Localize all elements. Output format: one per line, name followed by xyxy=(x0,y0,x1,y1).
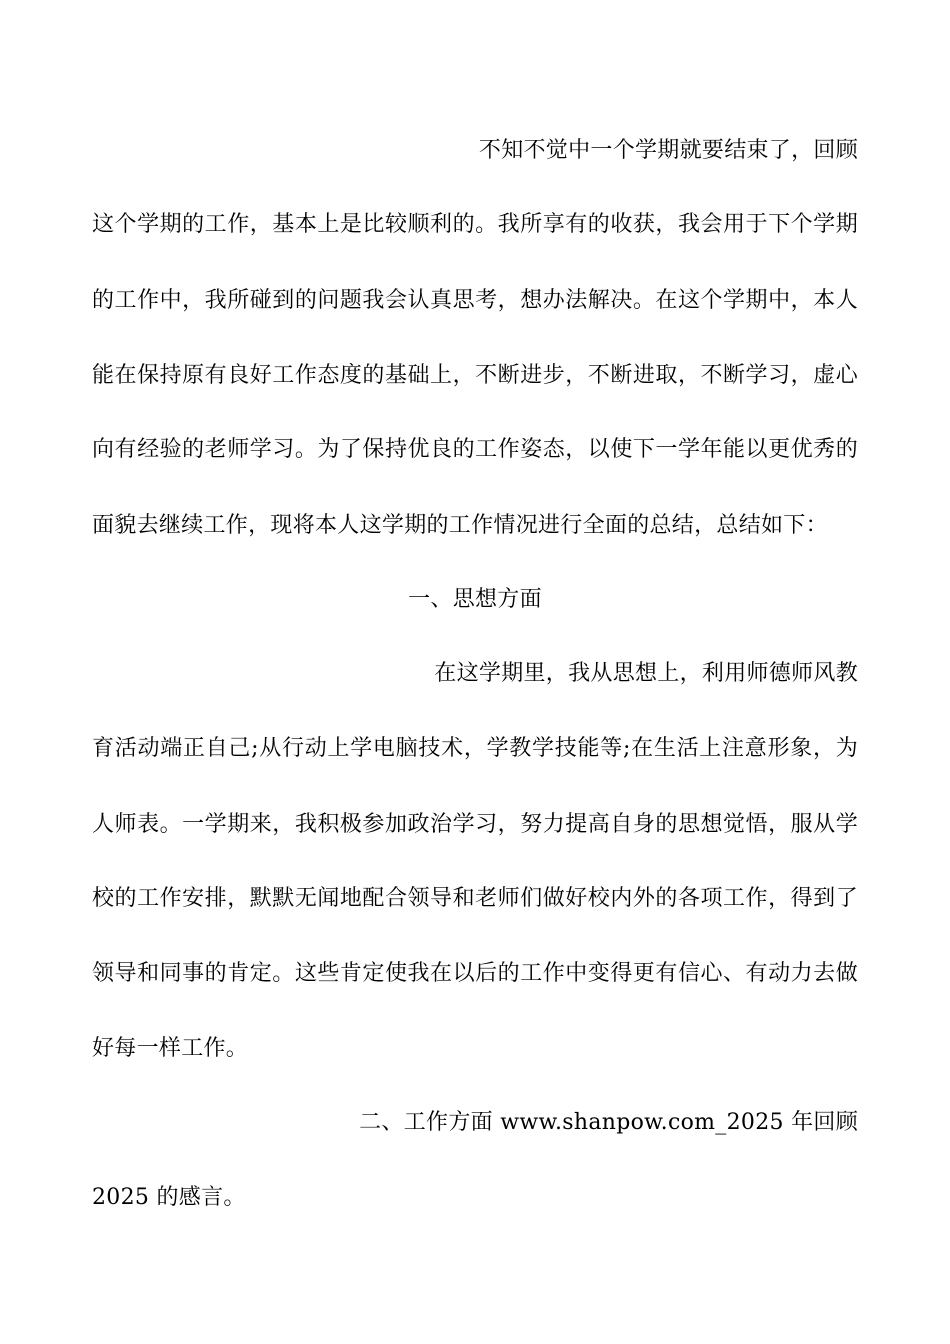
paragraph-line: 2025 的感言。 xyxy=(92,1185,246,1210)
paragraph-line: 不知不觉中一个学期就要结束了，回顾 xyxy=(478,138,858,163)
paragraph-line: 这个学期的工作，基本上是比较顺利的。我所享有的收获，我会用于下个学期 xyxy=(92,212,858,237)
paragraph-line: 向有经验的老师学习。为了保持优良的工作姿态，以使下一学年能以更优秀的 xyxy=(92,437,858,462)
paragraph-line: 面貌去继续工作，现将本人这学期的工作情况进行全面的总结，总结如下： xyxy=(92,513,828,538)
paragraph-line: 人师表。一学期来，我积极参加政治学习，努力提高自身的思想觉悟，服从学 xyxy=(92,812,858,837)
paragraph-line: 领导和同事的肯定。这些肯定使我在以后的工作中变得更有信心、有动力去做 xyxy=(92,961,858,986)
section-heading: 二、工作方面 www.shanpow.com_2025 年回顾 xyxy=(359,1110,858,1135)
section-heading: 一、思想方面 xyxy=(408,587,542,612)
paragraph-line: 好每一样工作。 xyxy=(92,1036,249,1061)
paragraph-line: 校的工作安排，默默无闻地配合领导和老师们做好校内外的各项工作，得到了 xyxy=(92,886,858,911)
paragraph-line: 的工作中，我所碰到的问题我会认真思考，想办法解决。在这个学期中，本人 xyxy=(92,288,858,313)
paragraph-line: 育活动端正自己;从行动上学电脑技术，学教学技能等;在生活上注意形象，为 xyxy=(92,736,858,761)
paragraph-line: 在这学期里，我从思想上，利用师德师风教 xyxy=(434,661,858,686)
paragraph-line: 能在保持原有良好工作态度的基础上，不断进步，不断进取，不断学习，虚心 xyxy=(92,363,858,388)
